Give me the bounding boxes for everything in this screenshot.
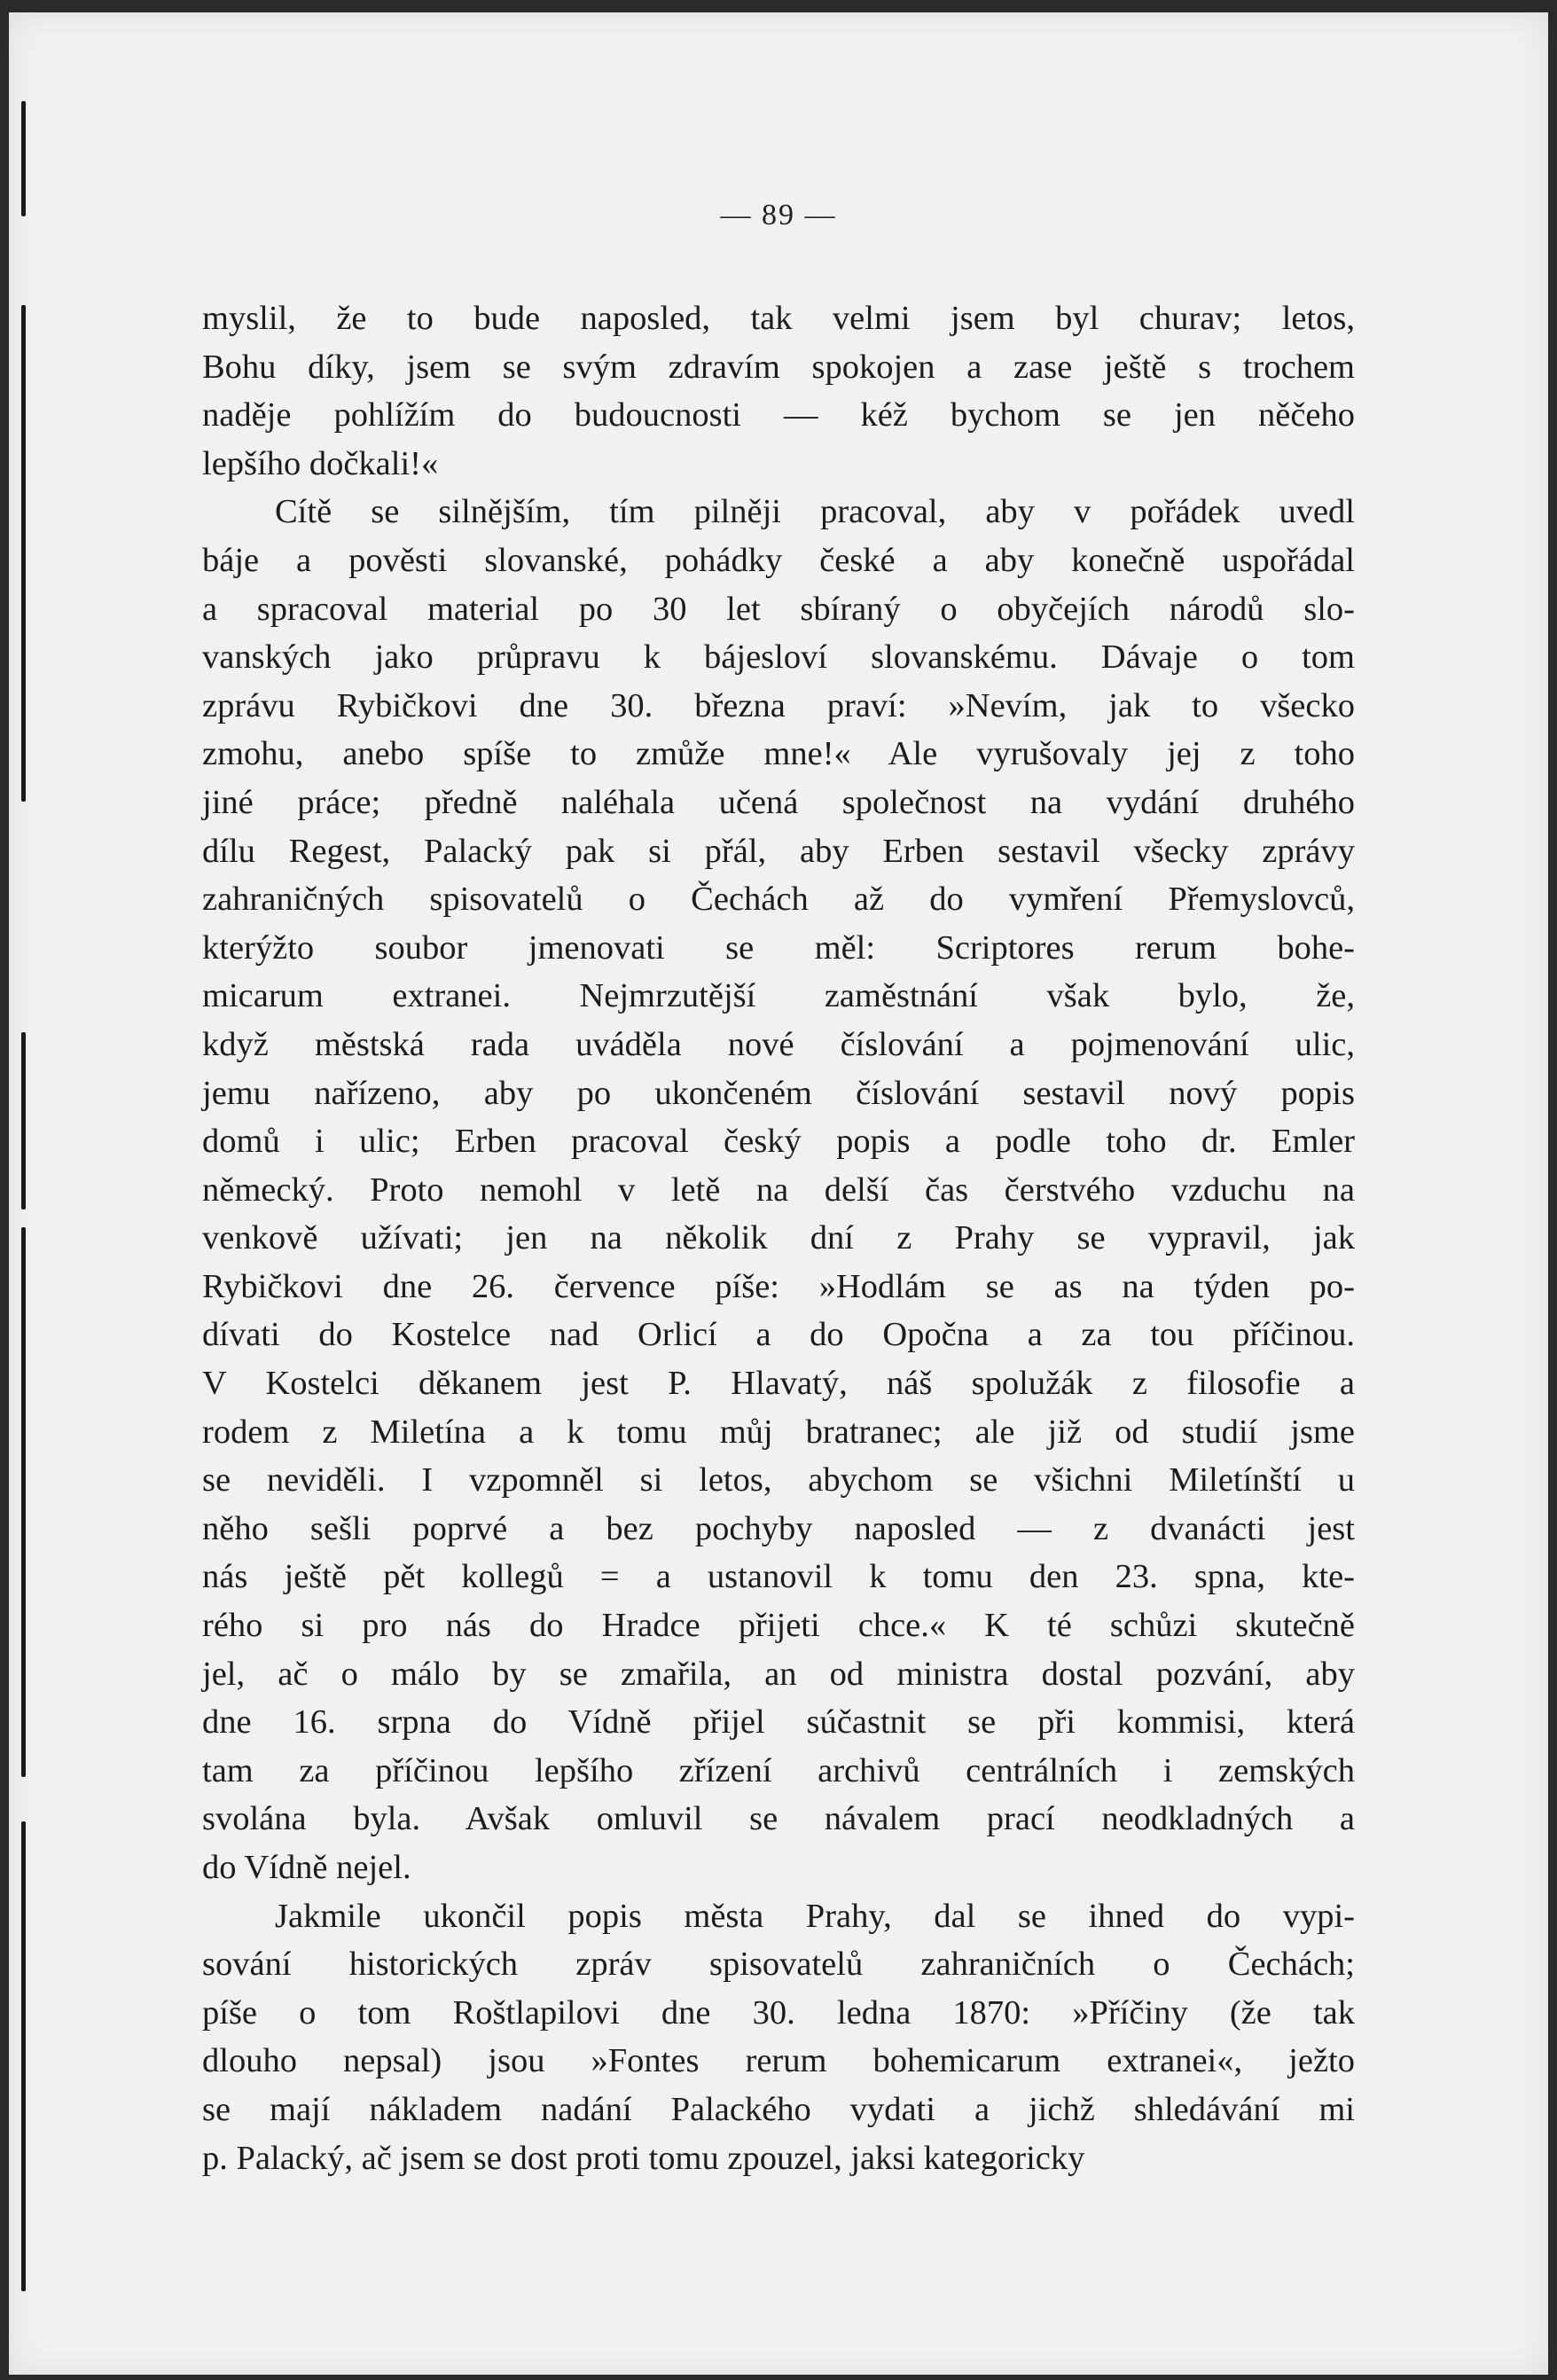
body-text xyxy=(202,294,1355,2182)
text-line: německý. Proto nemohl v letě na delší čas čerstvého vzduchu na xyxy=(202,1170,1355,1209)
text-line: zahraničných spisovatelů o Čechách až do vymření Přemyslovců, xyxy=(202,881,1355,919)
text-line: jemu nařízeno, aby po ukončeném číslování sestavil nový popis xyxy=(202,1074,1355,1112)
text-line: dívati do Kostelce nad Orlicí a do Opočna a za tou příčinou. xyxy=(202,1316,1355,1354)
text-line: jiné práce; předně naléhala učená společnost na vydání druhého xyxy=(202,783,1355,821)
binding-mark xyxy=(21,1032,26,1210)
text-line: vanských jako průpravu k bájesloví slovanskému. Dávaje o tom xyxy=(202,638,1355,677)
text-line: když městská rada uváděla nové číslování a pojmenování ulic, xyxy=(202,1025,1355,1063)
text-line: venkově užívati; jen na několik dní z Prahy se vypravil, jak xyxy=(202,1219,1355,1257)
text-line: rodem z Miletína a k tomu můj bratranec; ale již od studií jsme xyxy=(202,1413,1355,1451)
text-line: dne 16. srpna do Vídně přijel súčastnit se při kommisi, která xyxy=(202,1703,1355,1742)
text-line: sování historických zpráv spisovatelů zahraničních o Čechách; xyxy=(202,1945,1355,1984)
text-line: Rybičkovi dne 26. července píše: »Hodlám se as na týden po- xyxy=(202,1267,1355,1305)
binding-mark xyxy=(21,1227,26,1777)
page-number: — 89 — xyxy=(720,199,837,231)
text-line: micarum extranei. Nejmrzutější zaměstnání však bylo, že, xyxy=(202,977,1355,1015)
text-line: Bohu díky, jsem se svým zdravím spokojen a zase ještě s trochem xyxy=(202,348,1355,386)
text-line: zprávu Rybičkovi dne 30. března praví: »Nevím, jak to všecko xyxy=(202,686,1355,724)
text-line: píše o tom Roštlapilovi dne 30. ledna 1870: »Příčiny (že tak xyxy=(202,1993,1355,2032)
text-line: naděje pohlížím do budoucnosti — kéž bychom se jen něčeho xyxy=(202,396,1355,435)
binding-mark xyxy=(21,1821,26,2291)
text-line: tam za příčinou lepšího zřízení archivů centrálních i zemských xyxy=(202,1751,1355,1789)
text-line: se neviděli. I vzpomněl si letos, abychom se všichni Miletínští u xyxy=(202,1461,1355,1499)
book-page xyxy=(9,12,1548,2375)
text-line: báje a pověsti slovanské, pohádky české a aby konečně uspořádal xyxy=(202,541,1355,579)
text-line: zmohu, anebo spíše to zmůže mne!« Ale vyrušovaly jej z toho xyxy=(202,735,1355,773)
text-line: do Vídně nejel. xyxy=(202,1849,411,1886)
binding-mark xyxy=(21,305,26,802)
text-line: Cítě se silnějším, tím pilněji pracoval, aby v pořádek uvedl xyxy=(275,493,1355,531)
text-line: dlouho nepsal) jsou »Fontes rerum bohemicarum extranei«, ježto xyxy=(202,2042,1355,2080)
text-line: myslil, že to bude naposled, tak velmi jsem byl churav; letos, xyxy=(202,300,1355,337)
text-line: V Kostelci děkanem jest P. Hlavatý, náš spolužák z filosofie a xyxy=(202,1365,1355,1403)
text-line: lepšího dočkali!« xyxy=(202,444,439,482)
text-line: p. Palacký, ač jsem se dost proti tomu zpouzel, jaksi kategoricky xyxy=(202,2139,1085,2177)
text-line: a spracoval material po 30 let sbíraný o obyčejích národů slo- xyxy=(202,590,1355,628)
text-line: se mají nákladem nadání Palackého vydati a jichž shledávání mi xyxy=(202,2090,1355,2128)
text-line: nás ještě pět kollegů = a ustanovil k tomu den 23. spna, kte- xyxy=(202,1558,1355,1596)
text-line: domů i ulic; Erben pracoval český popis a podle toho dr. Emler xyxy=(202,1123,1355,1161)
text-line: dílu Regest, Palacký pak si přál, aby Erben sestavil všecky zprávy xyxy=(202,832,1355,870)
text-line: kterýžto soubor jmenovati se měl: Scriptores rerum bohe- xyxy=(202,928,1355,967)
text-line: něho sešli poprvé a bez pochyby naposled — z dvanácti jest xyxy=(202,1509,1355,1547)
text-line: jel, ač o málo by se zmařila, an od ministra dostal pozvání, aby xyxy=(202,1655,1355,1693)
text-line: Jakmile ukončil popis města Prahy, dal se ihned do vypi- xyxy=(275,1897,1355,1935)
text-line: rého si pro nás do Hradce přijeti chce.« K té schůzi skutečně xyxy=(202,1607,1355,1645)
text-line: svolána byla. Avšak omluvil se návalem prací neodkladných a xyxy=(202,1800,1355,1838)
